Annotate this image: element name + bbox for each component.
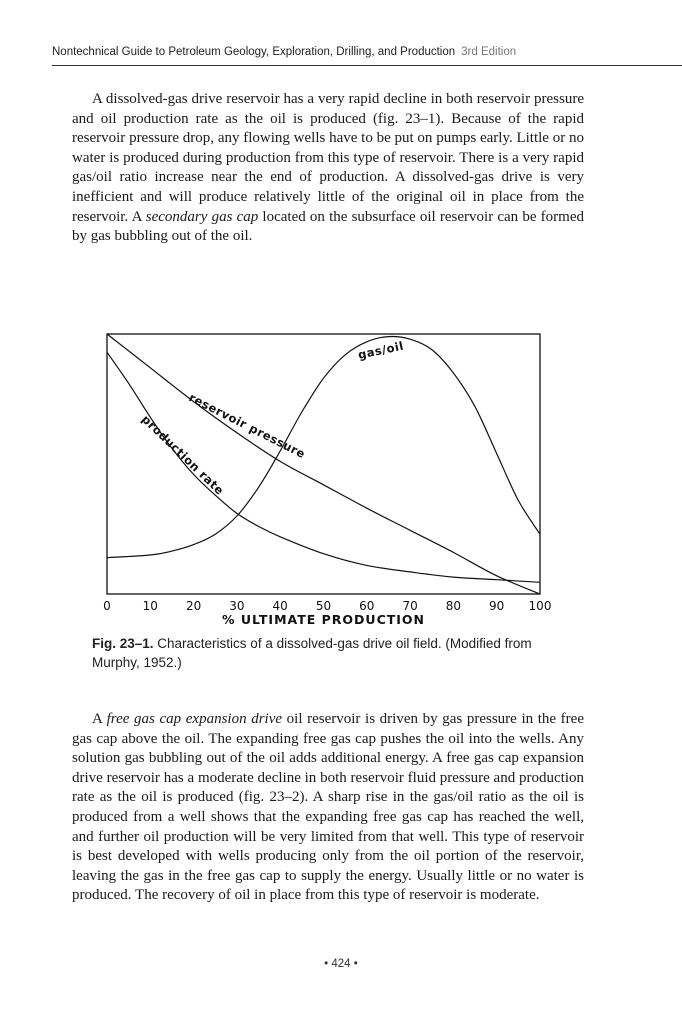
- edition-label: 3rd Edition: [461, 46, 517, 58]
- x-tick-label: 50: [315, 599, 332, 613]
- figure-caption: [92, 634, 572, 672]
- x-tick-label: 40: [272, 599, 288, 613]
- emphasized-term: secondary gas cap: [145, 208, 259, 225]
- reservoir-pressure-line: [107, 334, 540, 594]
- dissolved-gas-drive-chart: [96, 328, 566, 628]
- plot-frame: [107, 334, 540, 594]
- page-number: • 424 •: [324, 958, 358, 970]
- x-tick-label: 80: [445, 599, 462, 613]
- x-tick-label: 30: [229, 599, 245, 613]
- paragraph-free-gas-cap-drive: [72, 710, 584, 906]
- caption-text: Characteristics of a dissolved-gas drive oil field. (Modified from Murphy, 1952.): [92, 636, 532, 670]
- curve-label-reservoir-pressure: reservoir pressure: [186, 390, 308, 462]
- x-tick-label: 90: [489, 599, 505, 613]
- x-axis-label: % ULTIMATE PRODUCTION: [221, 612, 426, 627]
- paragraph-text: located on the subsurface oil reservoir can be formed by gas bubbling out of the oil.: [72, 208, 584, 245]
- caption-label: Fig. 23–1.: [92, 636, 154, 651]
- header-divider: [52, 65, 682, 66]
- curve-label-gas-oil: gas/oil: [356, 338, 405, 362]
- paragraph-text: A: [92, 711, 107, 727]
- x-tick-label: 100: [528, 599, 552, 613]
- x-tick-label: 60: [359, 599, 375, 613]
- running-header: [52, 46, 682, 66]
- paragraph-text: A dissolved-gas drive reservoir has a very rapid decline in both reservoir pressure and oil production rate as the oil is produced (fig. 23–1). Because of the rapid reservoir pressure drop, any flowing wells have to be put on pumps early. Little or no water is produced during production from this type of reservoir. There is a very rapid gas/oil ratio increase near the end of production. A dissolved-gas drive is very inefficient and will produce relatively little of the original oil in place from the reservoir. A: [72, 91, 584, 225]
- x-tick-label: 20: [185, 599, 202, 613]
- x-tick-label: 0: [103, 599, 111, 613]
- x-tick-label: 70: [402, 599, 418, 613]
- paragraph-text: oil reservoir is driven by gas pressure in the free gas cap above the oil. The expanding free gas cap pushes the oil into the wells. Any solution gas bubbling out of the oil adds additional energy. A free gas cap expansion drive reservoir has a moderate decline in both reservoir fluid pressure and production rate as the oil is produced (fig. 23–2). A sharp rise in the gas/oil ratio as the oil is produced from a well shows that the expanding free gas cap has reached the well, and further oil production will be very limited from that well. This type of reservoir is best developed with wells producing only from the oil portion of the reservoir, leaving the gas in the free gas cap to supply the energy. Usually little or no water is produced. The recovery of oil in place from this type of reservoir is moderate.: [72, 711, 584, 904]
- emphasized-term: free gas cap expansion drive: [106, 711, 283, 727]
- curve-label-production-rate: production rate: [138, 412, 227, 498]
- x-tick-label: 10: [142, 599, 158, 613]
- paragraph-dissolved-gas-drive: [72, 90, 584, 247]
- production-rate-line: [107, 352, 540, 582]
- book-title: Nontechnical Guide to Petroleum Geology, Exploration, Drilling, and Production: [52, 46, 456, 58]
